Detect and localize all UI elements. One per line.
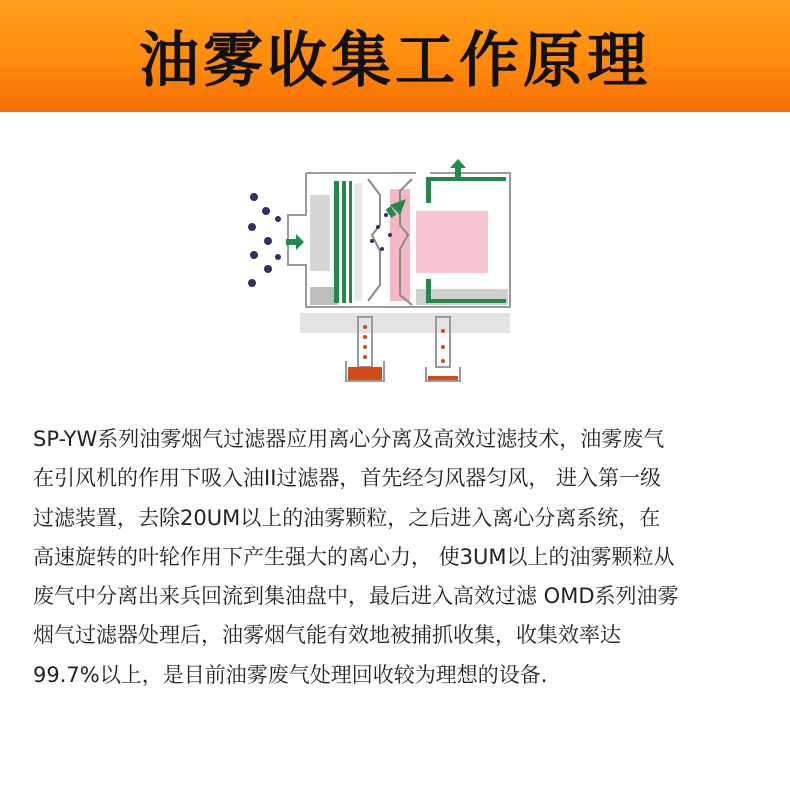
pre-filter-block (310, 195, 330, 271)
base-block (310, 287, 338, 305)
diagram-svg (240, 155, 530, 395)
title-banner (0, 0, 790, 112)
oil-mist-particles (248, 193, 281, 287)
description-paragraph (33, 420, 763, 695)
collection-tray-right (426, 367, 460, 381)
first-stage-filter (334, 181, 352, 303)
description-line: 高速旋转的叶轮作用下产生强大的离心力， 使3UM以上的油雾颗粒从 (33, 544, 675, 569)
description-line: 废气中分离出来兵回流到集油盘中，最后进入高效过滤 OMD系列油雾 (33, 584, 679, 609)
exhaust-arrow-icon (450, 159, 466, 177)
description-line: 过滤装置，去除20UM以上的油雾颗粒，之后进入离心分离系统，在 (33, 505, 661, 530)
description-line: 烟气过滤器处理后，油雾烟气能有效地被捕抓收集，收集效率达 (33, 623, 621, 648)
working-principle-diagram (240, 155, 530, 395)
description-line: SP-YW系列油雾烟气过滤器应用离心分离及高效过滤技术，油雾废气 (33, 427, 665, 451)
drain-plate (300, 313, 510, 333)
outlet-chamber (416, 211, 488, 273)
description-line: 99.7%以上，是目前油雾废气处理回收较为理想的设备. (33, 662, 548, 687)
page-title: 油雾收集工作原理 (139, 26, 651, 96)
description-line: 在引风机的作用下吸入油II过滤器，首先经匀风器匀风， 进入第一级 (33, 466, 662, 491)
collection-tray (346, 361, 384, 381)
filter-media (354, 183, 362, 301)
